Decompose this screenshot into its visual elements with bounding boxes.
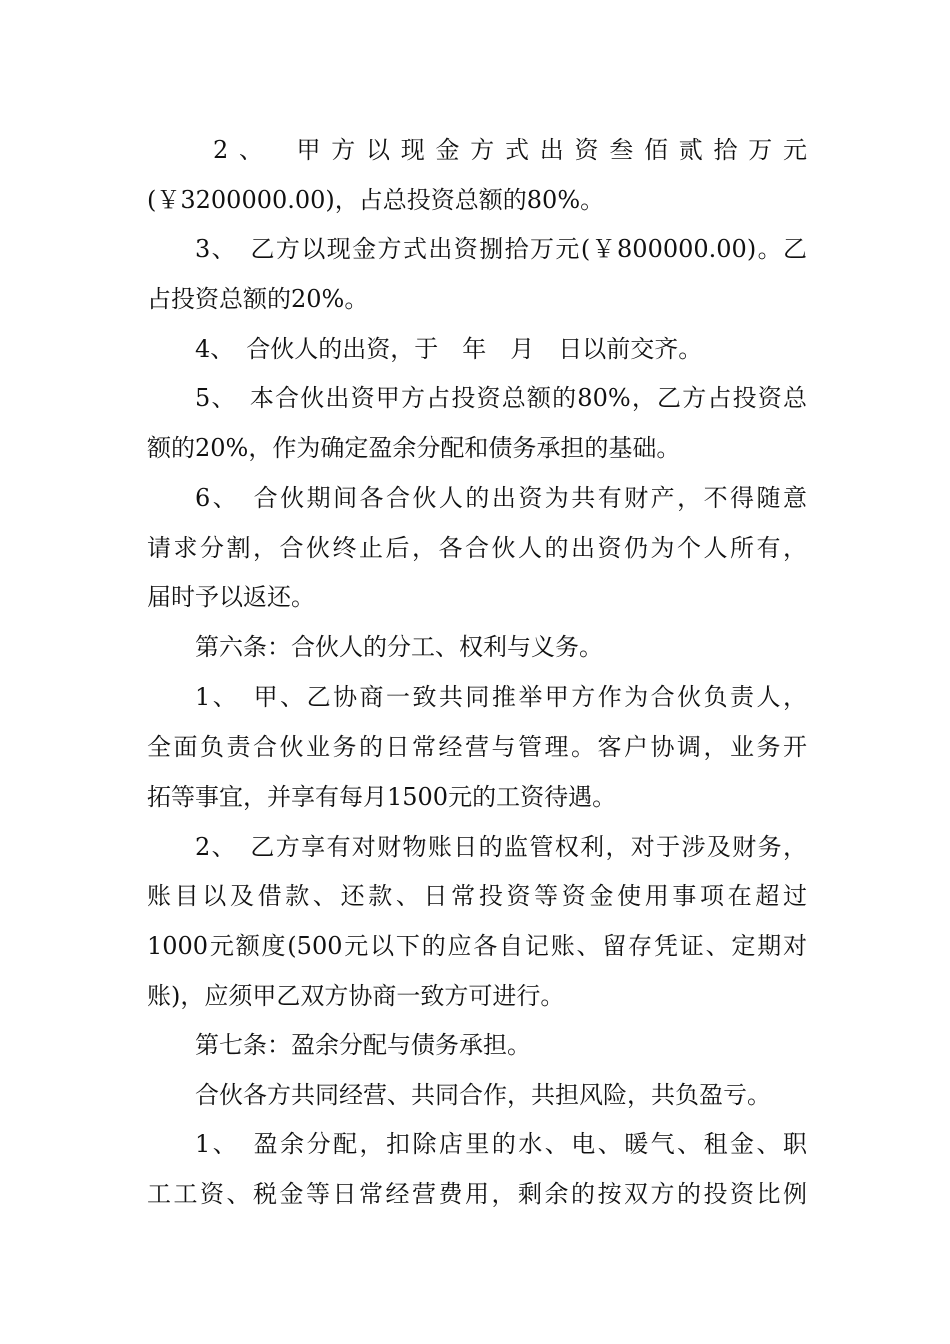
paragraph-line: 全面负责合伙业务的日常经营与管理。客户协调，业务开 (147, 733, 807, 761)
paragraph-line: 额的20%，作为确定盈余分配和债务承担的基础。 (147, 434, 681, 462)
paragraph-line: 6、 合伙期间各合伙人的出资为共有财产，不得随意 (195, 484, 807, 512)
section-heading: 第七条：盈余分配与债务承担。 (195, 1031, 531, 1059)
paragraph-line: 2、 甲方以现金方式出资叁佰贰拾万元 (213, 136, 807, 164)
paragraph-line: 账目以及借款、还款、日常投资等资金使用事项在超过 (147, 882, 807, 910)
paragraph-line: 占投资总额的20%。 (147, 285, 369, 313)
paragraph-line: 2、 乙方享有对财物账日的监管权利，对于涉及财务， (195, 833, 807, 861)
paragraph-line: 5、 本合伙出资甲方占投资总额的80%，乙方占投资总 (195, 384, 807, 412)
paragraph-line: 3、 乙方以现金方式出资捌拾万元(￥800000.00)。乙 (195, 235, 807, 263)
paragraph-line: 届时予以返还。 (147, 583, 315, 611)
paragraph-line: 4、 合伙人的出资，于 年 月 日以前交齐。 (195, 335, 703, 363)
section-heading: 第六条：合伙人的分工、权利与义务。 (195, 633, 603, 661)
paragraph-line: 拓等事宜，并享有每月1500元的工资待遇。 (147, 783, 617, 811)
paragraph-line: (￥3200000.00)，占总投资总额的80%。 (147, 186, 605, 214)
paragraph-line: 请求分割，合伙终止后，各合伙人的出资仍为个人所有， (147, 534, 807, 562)
paragraph-line: 1、 甲、乙协商一致共同推举甲方作为合伙负责人， (195, 683, 807, 711)
paragraph-line: 1、 盈余分配，扣除店里的水、电、暖气、租金、职 (195, 1130, 807, 1158)
paragraph-line: 工工资、税金等日常经营费用，剩余的按双方的投资比例 (147, 1180, 807, 1208)
paragraph-line: 1000元额度(500元以下的应各自记账、留存凭证、定期对 (147, 932, 807, 960)
paragraph-line: 合伙各方共同经营、共同合作，共担风险，共负盈亏。 (195, 1081, 771, 1109)
paragraph-line: 账)，应须甲乙双方协商一致方可进行。 (147, 982, 565, 1010)
